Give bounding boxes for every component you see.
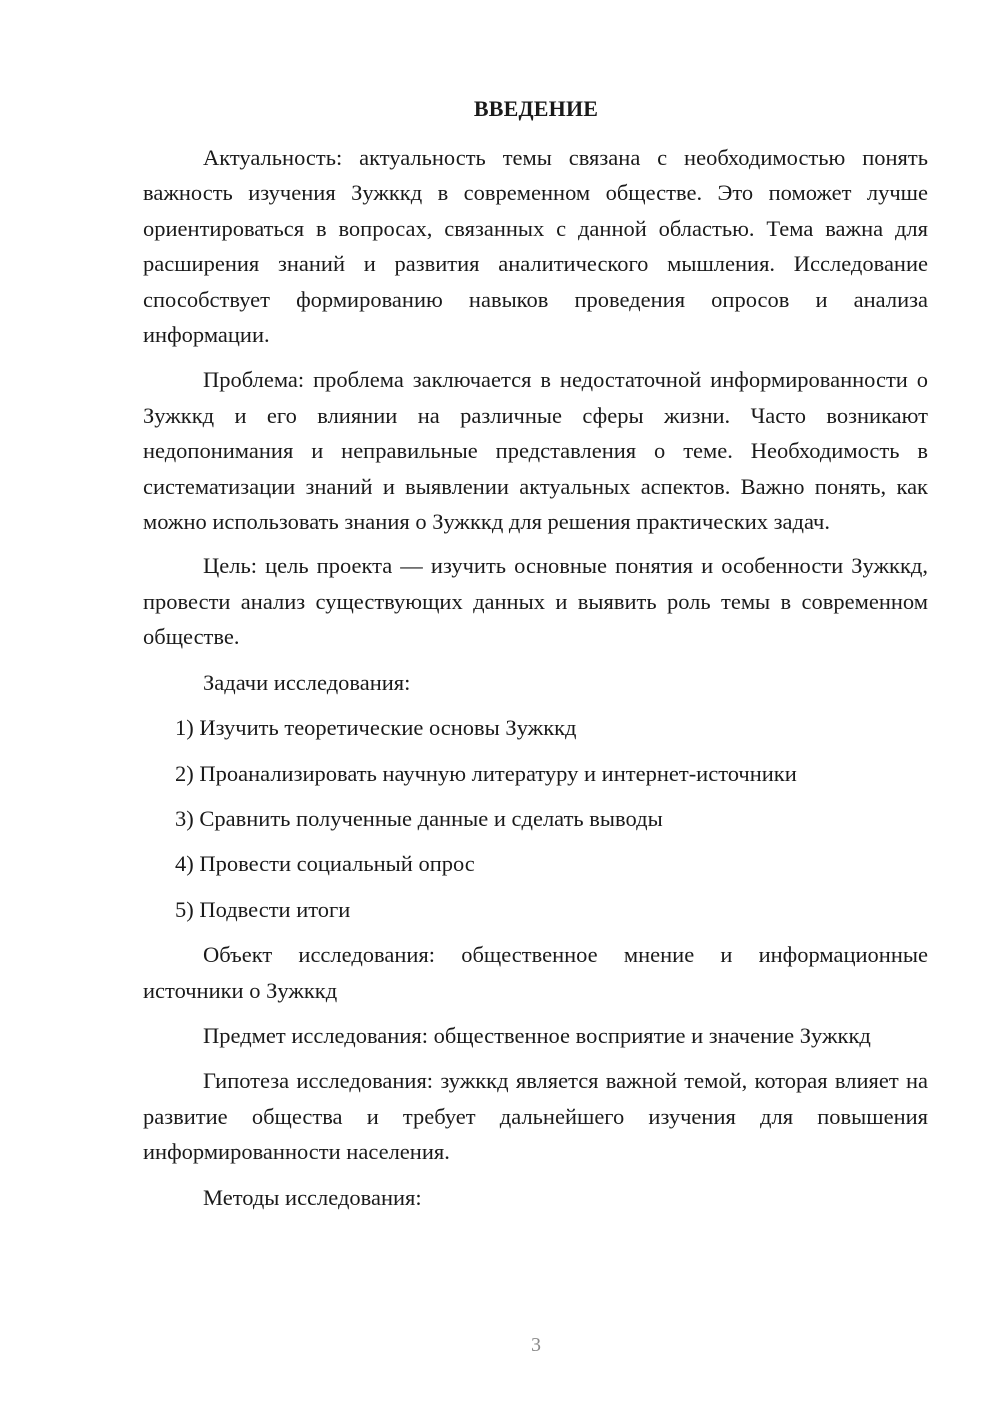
tasks-heading: Задачи исследования:: [203, 669, 411, 695]
methods-heading: Методы исследования:: [203, 1184, 422, 1210]
section-title: ВВЕДЕНИЕ: [473, 96, 599, 121]
paragraph-subject: Предмет исследования: общественное восприятие и значение Зужккд: [203, 1022, 871, 1048]
page-number: 3: [531, 1334, 541, 1356]
paragraph-goal: Цель: цель проекта — изучить основные понятия и особенности Зужккд, провести анализ существующих данных и выявить роль темы в современном обществе.: [143, 553, 928, 650]
paragraph-problem: Проблема: проблема заключается в недостаточной информированности о Зужккд и его влиянии на различные сферы жизни. Часто возникают недопонимания и неправильные представления о теме. Необходимость в систематизации знаний и выявлении актуальных аспектов. Важно понять, как можно использовать знания о Зужккд для решения практических задач.: [143, 367, 928, 535]
paragraph-relevance: Актуальность: актуальность темы связана с необходимостью понять важность изучения Зужккд в современном обществе. Это поможет лучше ориентироваться в вопросах, связанных с данной областью. Тема важна для расширения знаний и развития аналитического мышления. Исследование способствует формированию навыков проведения опросов и анализа информации.: [143, 145, 928, 348]
document-body: [143, 140, 928, 1225]
paragraph-hypothesis: Гипотеза исследования: зужккд является важной темой, которая влияет на развитие общества и требует дальнейшего изучения для повышения информированности населения.: [143, 1068, 928, 1165]
list-item: 4) Провести социальный опрос: [175, 851, 475, 877]
list-item: 2) Проанализировать научную литературу и интернет-источники: [175, 760, 797, 786]
list-item: 5) Подвести итоги: [175, 896, 351, 922]
list-item: 1) Изучить теоретические основы Зужккд: [175, 715, 577, 741]
list-item: 3) Сравнить полученные данные и сделать выводы: [175, 805, 663, 831]
paragraph-object: Объект исследования: общественное мнение и информационные источники о Зужккд: [143, 942, 928, 1003]
tasks-list: [143, 710, 928, 927]
